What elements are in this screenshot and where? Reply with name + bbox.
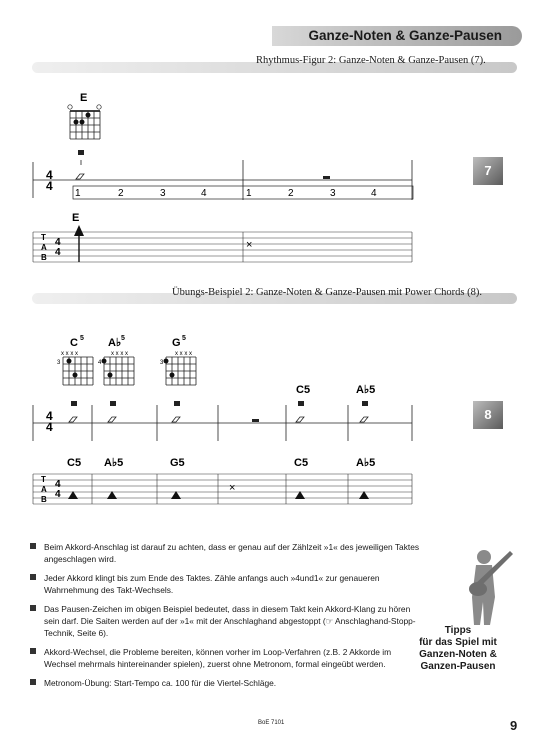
tab-letter: T xyxy=(41,233,46,242)
fret-number: 3 xyxy=(57,360,61,366)
whole-note xyxy=(108,417,116,422)
fret-number: 3 xyxy=(160,360,164,366)
tips-line: Ganzen-Noten & xyxy=(419,649,497,660)
stave-chord-label: A♭5 xyxy=(356,384,376,396)
downstroke-icon xyxy=(362,401,368,406)
tab-time-sig: 4 xyxy=(55,247,61,258)
rhythm-stave-2 xyxy=(33,401,412,441)
chord-root: G xyxy=(172,337,181,349)
tips-line: Ganzen-Pausen xyxy=(420,661,496,672)
tab-chord-label: C5 xyxy=(294,457,309,469)
tab-letter: B xyxy=(41,495,47,504)
tips-line: für das Spiel mit xyxy=(419,637,497,648)
chord-name: E xyxy=(80,92,88,104)
downstroke-icon xyxy=(110,401,116,406)
guitarist-silhouette-icon xyxy=(462,547,522,627)
tab-time-sig: 4 xyxy=(55,237,61,248)
figure1-caption: Rhythmus-Figur 2: Ganze-Noten & Ganze-Pausen (7). xyxy=(256,55,486,66)
tab-letter: T xyxy=(41,475,46,484)
chord-marks: x x x x xyxy=(61,351,79,357)
whole-rest xyxy=(252,419,259,422)
tab-time-sig: 4 xyxy=(55,489,61,500)
section-title: Ganze-Noten & Ganze-Pausen xyxy=(308,28,502,43)
beat-label: 2 xyxy=(118,188,124,199)
finger-dot xyxy=(164,359,169,364)
time-signature-bottom: 4 xyxy=(46,420,53,434)
chord-marks: x x x x xyxy=(175,351,193,357)
chord-diagram-g5 xyxy=(160,335,196,385)
beat-label: 4 xyxy=(201,188,207,199)
finger-dot xyxy=(73,373,78,378)
whole-note xyxy=(296,417,304,422)
finger-dot xyxy=(108,373,113,378)
tab-staff-2 xyxy=(33,457,412,504)
tab-letter: A xyxy=(41,485,47,494)
fret-number: 4 xyxy=(98,360,102,366)
beat-label: 3 xyxy=(160,188,166,199)
tab-chord-label: E xyxy=(72,212,80,224)
tab-chord-label: A♭5 xyxy=(104,457,124,469)
chord-diagram-ab5 xyxy=(98,335,134,385)
tips-heading xyxy=(408,625,508,673)
tab-letter: B xyxy=(41,253,47,262)
bullet-item xyxy=(30,646,420,670)
tips-bullet-list xyxy=(30,541,420,696)
stave-chord-label: C5 xyxy=(296,384,311,396)
tab-time-sig: 4 xyxy=(55,479,61,490)
figure2-caption: Übungs-Beispiel 2: Ganze-Noten & Ganze-Pausen mit Power Chords (8). xyxy=(172,287,482,298)
bullet-text: Metronom-Übung: Start-Tempo ca. 100 für die Viertel-Schläge. xyxy=(44,678,277,688)
page-number: 9 xyxy=(510,718,518,733)
beat-label: 3 xyxy=(330,188,336,199)
downstroke-icon xyxy=(174,401,180,406)
bullet-item xyxy=(30,541,420,565)
beat-label: 4 xyxy=(371,188,377,199)
bullet-item xyxy=(30,603,420,639)
tab-chord-label: A♭5 xyxy=(356,457,376,469)
chord-sup: 5 xyxy=(121,335,125,342)
beat-label: 1 xyxy=(246,188,252,199)
bullet-item xyxy=(30,677,420,689)
chord-root: C xyxy=(70,337,78,349)
chord-diagram-c5 xyxy=(57,335,93,385)
tab-letter: A xyxy=(41,243,47,252)
bullet-text: Das Pausen-Zeichen im obigen Beispiel bedeutet, dass in diesem Takt kein Akkord-Klang zu hören sein darf. Die Saiten werden auf der »1« mit der Anschlaghand abgestoppt (☞ Anschlaghand-Stopp-Technik, Seite 6). xyxy=(44,604,416,638)
track-number-8: 8 xyxy=(473,401,503,429)
chord-sup: 5 xyxy=(80,335,84,342)
whole-note xyxy=(360,417,368,422)
bullet-text: Jeder Akkord klingt bis zum Ende des Taktes. Zähle anfangs auch »4und1« zur genaueren Wahrnehmung des Takt-Wechsels. xyxy=(44,573,380,595)
footer-code: BoE 7101 xyxy=(258,720,285,726)
beat-label: 2 xyxy=(288,188,294,199)
tips-line: Tipps xyxy=(444,625,472,636)
bullet-text: Akkord-Wechsel, die Probleme bereiten, können vorher im Loop-Verfahren (z.B. 2 Akkorde im Wechsel mehrmals hintereinander spielen), zuerst ohne Metronom, formal eingeübt werden. xyxy=(44,647,392,669)
finger-dot xyxy=(170,373,175,378)
time-signature-bottom: 4 xyxy=(46,179,53,193)
chord-sup: 5 xyxy=(182,335,186,342)
time-signature-top: 4 xyxy=(46,168,53,182)
finger-dot xyxy=(67,359,72,364)
tab-chord-label: G5 xyxy=(170,457,185,469)
chord-root: A♭ xyxy=(108,337,122,349)
finger-dot xyxy=(102,359,107,364)
downstroke-icon xyxy=(298,401,304,406)
bullet-item xyxy=(30,572,420,596)
track-number-7: 7 xyxy=(473,157,503,185)
chord-marks: x x x x xyxy=(111,351,129,357)
muted-x: × xyxy=(229,482,236,494)
tab-chord-label: C5 xyxy=(67,457,82,469)
muted-x: × xyxy=(246,239,253,251)
beat-label: 1 xyxy=(75,188,81,199)
bullet-text: Beim Akkord-Anschlag ist darauf zu achten, dass er genau auf der Zählzeit »1« des jeweiligen Taktes angeschlagen wird. xyxy=(44,542,420,564)
whole-note xyxy=(69,417,77,422)
whole-note xyxy=(172,417,180,422)
downstroke-icon xyxy=(71,401,77,406)
time-signature-top: 4 xyxy=(46,409,53,423)
